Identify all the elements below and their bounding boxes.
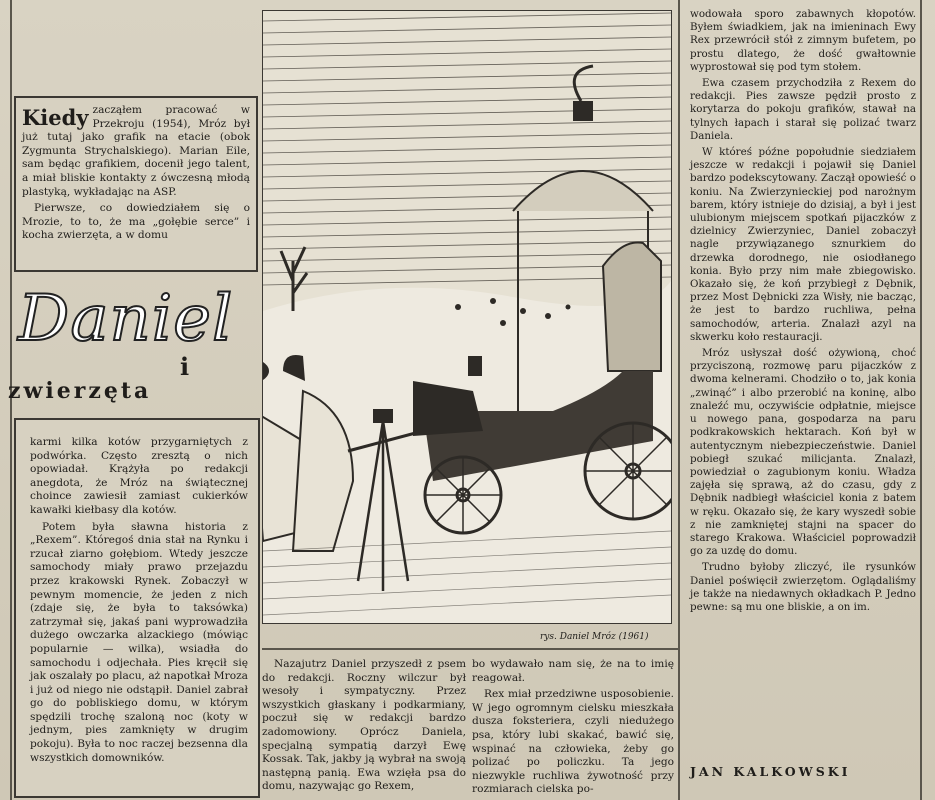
paragraph: Trudno byłoby zliczyć, ile rysunków Daniel poświęcił zwierzętom. Oglądaliśmy je także na niedawnych okładkach P. Jedno pewne: są mu one bliskie, a on im. [690,561,916,613]
title-conjunction: i [180,352,190,381]
author-signature: JAN KALKOWSKI [690,764,851,779]
paragraph: Potem była sławna historia z „Rexem”. Któregoś dnia stał na Rynku i rzucał ziarno gołębiom. Wtedy jeszcze samochody miały prawo przejazdu przez krakowski Rynek. Zobaczył w pewnym momencie, że jeden z nich (zdaje się, że była to taksówka) zatrzymał się, jakaś pani wyprowadziła dużego owczarka alzackiego (mówiąc popularnie — wilka), wsiadła do samochodu i odjechała. Pies kręcił się jak oszalały po placu, aż napotkał Mroza i już od niego nie odstąpił. Daniel zabrał go do pobliskiego domu, w którym spędzili trochę szaloną noc (koty w jednym, pies zamknięty w drugim pokoju). Była to noc raczej bezsenna dla wszystkich domowników. [30,520,248,764]
paragraph: Mróz usłyszał dość ożywioną, choć przyciszoną, rozmowę paru pijaczków z dwoma kelnerami. Chodziło o to, jak konia „zwinąć” i albo przerobić na koninę, albo znaleźć mu, oczywiście odpłatnie, miejsce u nowego pana, gospodarza na paru podkrakowskich hektarach. Koń był w autentycznym niebezpieczeństwie. Daniel pobiegł szukać milicjanta. Znalazł, powiedział o zagubionym koniu. Władza zajęła się sprawą, aż do czasu, gdy z Dębnik nadbiegł właściciel konia z batem w ręku. Okazało się, że kary wyszedł sobie z nie zamkniętej stajni na spacer do starego Krakowa. Właściciel poprowadził go za uzdę do domu. [690,347,916,558]
intro-box [14,96,258,272]
section-rule [262,648,678,650]
left-column-box [14,418,260,798]
column-rule [678,0,680,800]
paragraph: karmi kilka kotów przygarniętych z podwórka. Często zresztą o nich opowiadał. Krążyła po redakcji anegdota, że Mróz na świątecznej choince zawiesił zamiast cukierków kawałki kiełbasy dla kotów. [30,436,248,516]
column-rule [920,0,922,800]
paragraph: Ewa czasem przychodziła z Rexem do redakcji. Pies zawsze pędził prosto z korytarza do pokoju grafików, stawał na tylnych łapach i starał się polizać twarz Daniela. [690,77,916,142]
right-column-text [690,8,916,617]
article-title: Daniel [18,282,234,356]
middle-column-text-2 [472,658,674,800]
lead-word: Kiedy [22,105,89,130]
paragraph: W któreś późne popołudnie siedziałem jeszcze w redakcji i pojawił się Daniel bardzo podekscytowany. Zaczął opowieść o koniu. Na Zwierzynieckiej pod narożnym barem, który istnieje do dzisiaj, a był i jest ulubionym miejscem spotkań pijaczków z dzielnicy Zwierzyniec, Daniel zobaczył nagle przywiązanego sznurkiem do drzewka dorodnego, nie osiodłanego konia. Było przy nim małe zbiegowisko. Okazało się, że koń przybiegł z Dębnik, przez Most Dębnicki zza Wisły, nie bacząc, że jest to bardzo ruchliwa, pełna samochodów, arteria. Znalazł azyl na skwerku koło restauracji. [690,146,916,343]
middle-column-text [262,658,466,797]
intro-text [22,104,250,246]
paragraph: bo wydawało nam się, że na to imię reagował. [472,658,674,684]
intro-paragraph: Pierwsze, co dowiedziałem się o Mrozie, to to, że ma „gołębie serce” i kocha zwierzęta, a w domu [22,202,250,242]
paragraph: Rex miał przedziwne usposobienie. W jego ogromnym cielsku mieszkała dusza foksteriera, czyli niedużego psa, który lubi skakać, bawić się, wspinać na człowieka, żeby go polizać po policzku. Ta jego niezwykle ruchliwa żywotność przy rozmiarach cielska po- [472,688,674,796]
article-subtitle: zwierzęta [8,378,152,404]
intro-paragraph: zacząłem pracować w Przekroju (1954), Mróz był już tutaj jako grafik na etacie (obok Zygmunta Strychalskiego). Marian Eile, sam będąc grafikiem, docenił jego talent, a miał bliskie kontakty z ówczesną młodą plastyką, wykładając na ASP. [22,104,250,198]
paragraph: Nazajutrz Daniel przyszedł z psem do redakcji. Roczny wilczur był wesoły i sympatyczny. Przez wszystkich głaskany i podkarmiany, poczuł się w redakcji bardzo zadomowiony. Oprócz Daniela, specjalną sympatią darzył Ewę Kossak. Tak, jakby ją wybrał na swoją następną panią. Ewa wzięła psa do domu, nazywając go Rexem, [262,658,466,793]
paragraph: wodowała sporo zabawnych kłopotów. Byłem świadkiem, jak na imieninach Ewy Rex przewrócił stół z zimnym bufetem, po prostu dlatego, że dość gwałtownie wyprostował się pod tym stołem. [690,8,916,73]
horse-carriage-illustration [262,10,672,624]
illustration-caption: rys. Daniel Mróz (1961) [540,632,649,642]
left-column-text [30,436,248,768]
